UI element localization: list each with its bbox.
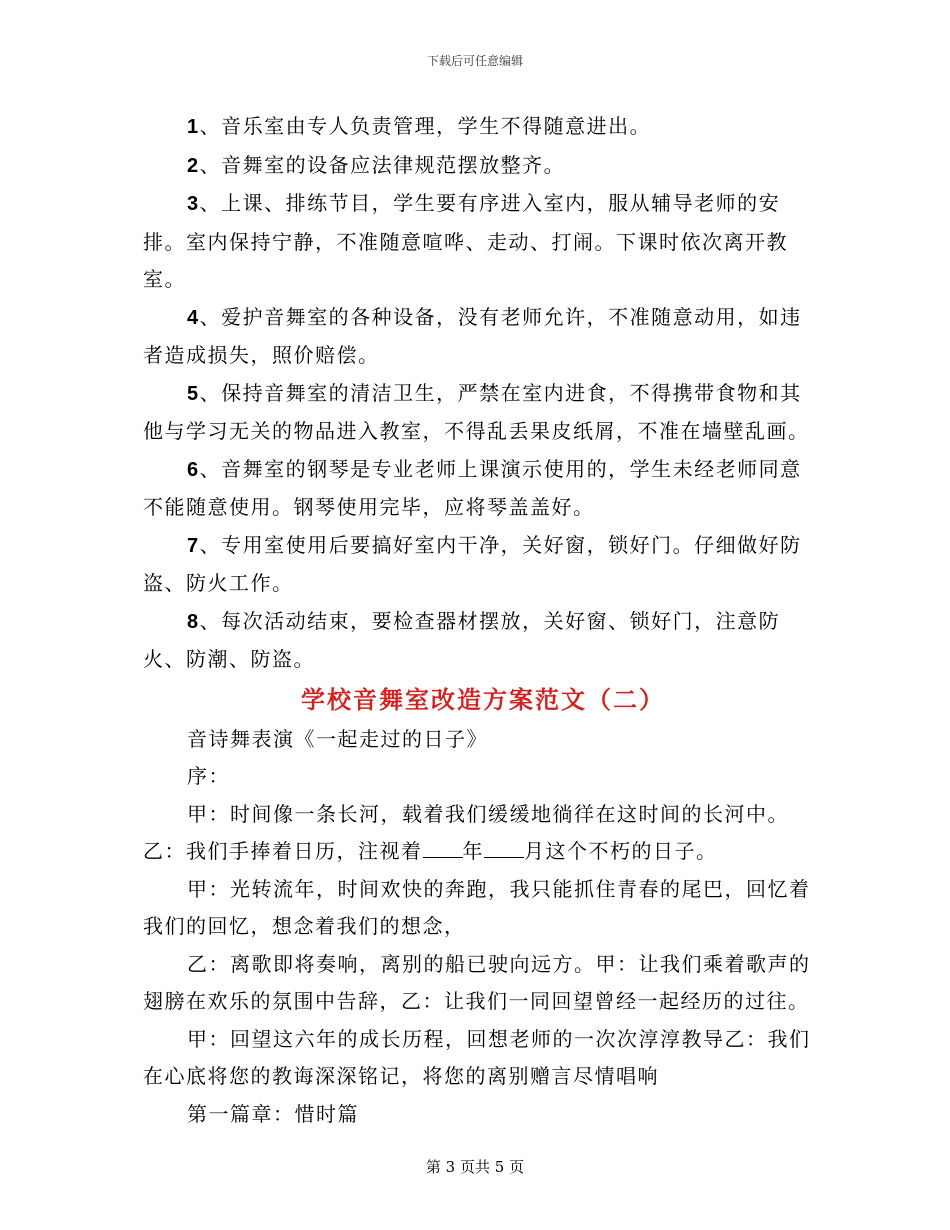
- rule-number: 6: [187, 458, 200, 481]
- poem-preface: 序：: [187, 764, 230, 788]
- rule-item: [143, 375, 813, 451]
- poem-line: 甲：时间像一条长河，载着我们缓缓地徜徉在这时间的长河中。: [187, 801, 789, 826]
- rule-number: 2: [187, 154, 200, 177]
- poem-line-part: 月这个不朽的日子。: [524, 839, 718, 863]
- poem-line-part: 年: [462, 839, 484, 863]
- rule-text: 、上课、排练节目，学生要有序进入室内，服从辅导老师的安排。室内保持宁静，不准随意喧哗、走动、打闹。下课时依次离开教室。: [143, 191, 788, 291]
- rule-number: 7: [187, 534, 200, 557]
- poem-line: 甲：光转流年，时间欢快的奔跑，我只能抓住青春的尾巴，回忆着我们的回忆，想念着我们的想念，: [143, 876, 811, 938]
- rule-text: 、专用室使用后要搞好室内干净，关好窗，锁好门。仔细做好防盗、防火工作。: [143, 532, 802, 595]
- blank-month: [484, 839, 524, 858]
- poem-title: 音诗舞表演《一起走过的日子》: [187, 726, 488, 751]
- rule-item: [143, 108, 813, 147]
- rule-item: [143, 603, 813, 679]
- rule-item: [143, 451, 813, 527]
- rule-number: 8: [187, 610, 200, 633]
- document-body: [143, 108, 813, 1133]
- rule-text: 、爱护音舞室的各种设备，没有老师允许，不准随意动用，如违者造成损失，照价赔偿。: [143, 304, 802, 367]
- poem-line-part: 乙：我们手捧着日历，注视着: [143, 839, 423, 863]
- rule-number: 5: [187, 382, 200, 405]
- poem-chapter: 第一篇章：惜时篇: [187, 1101, 359, 1126]
- rule-text: 、音乐室由专人负责管理，学生不得随意进出。: [199, 114, 652, 138]
- rule-text: 、每次活动结束，要检查器材摆放，关好窗、锁好门，注意防火、防潮、防盗。: [143, 608, 781, 671]
- rule-text: 、音舞室的钢琴是专业老师上课演示使用的，学生未经老师同意不能随意使用。钢琴使用完毕，应将琴盖盖好。: [143, 456, 802, 519]
- rule-item: [143, 185, 813, 299]
- rule-number: 3: [187, 193, 200, 215]
- page-header: 下载后可任意编辑: [426, 54, 523, 68]
- rule-number: 1: [187, 116, 200, 138]
- rule-item: [143, 299, 813, 375]
- blank-year: [423, 839, 463, 858]
- rule-number: 4: [187, 306, 200, 329]
- rule-item: [143, 527, 813, 603]
- section-title: 学校音舞室改造方案范文（二）: [301, 684, 665, 714]
- poem-line: 乙：离歌即将奏响，离别的船已驶向远方。甲：让我们乘着歌声的翅膀在欢乐的氛围中告辞，乙：让我们一同回望曾经一起经历的过往。: [143, 951, 811, 1013]
- poem-line-date: [143, 833, 813, 871]
- rule-text: 、保持音舞室的清洁卫生，严禁在室内进食，不得携带食物和其他与学习无关的物品进入教室，不得乱丢果皮纸屑，不准在墙壁乱画。: [143, 380, 810, 443]
- page-footer: 第 3 页共 5 页: [425, 1158, 525, 1176]
- poem-line: 甲：回望这六年的成长历程，回想老师的一次次淳淳教导乙：我们在心底将您的教诲深深铭记，将您的离别赠言尽情唱响: [143, 1026, 811, 1088]
- rule-item: [143, 147, 813, 186]
- rule-text: 、音舞室的设备应法律规范摆放整齐。: [199, 152, 566, 177]
